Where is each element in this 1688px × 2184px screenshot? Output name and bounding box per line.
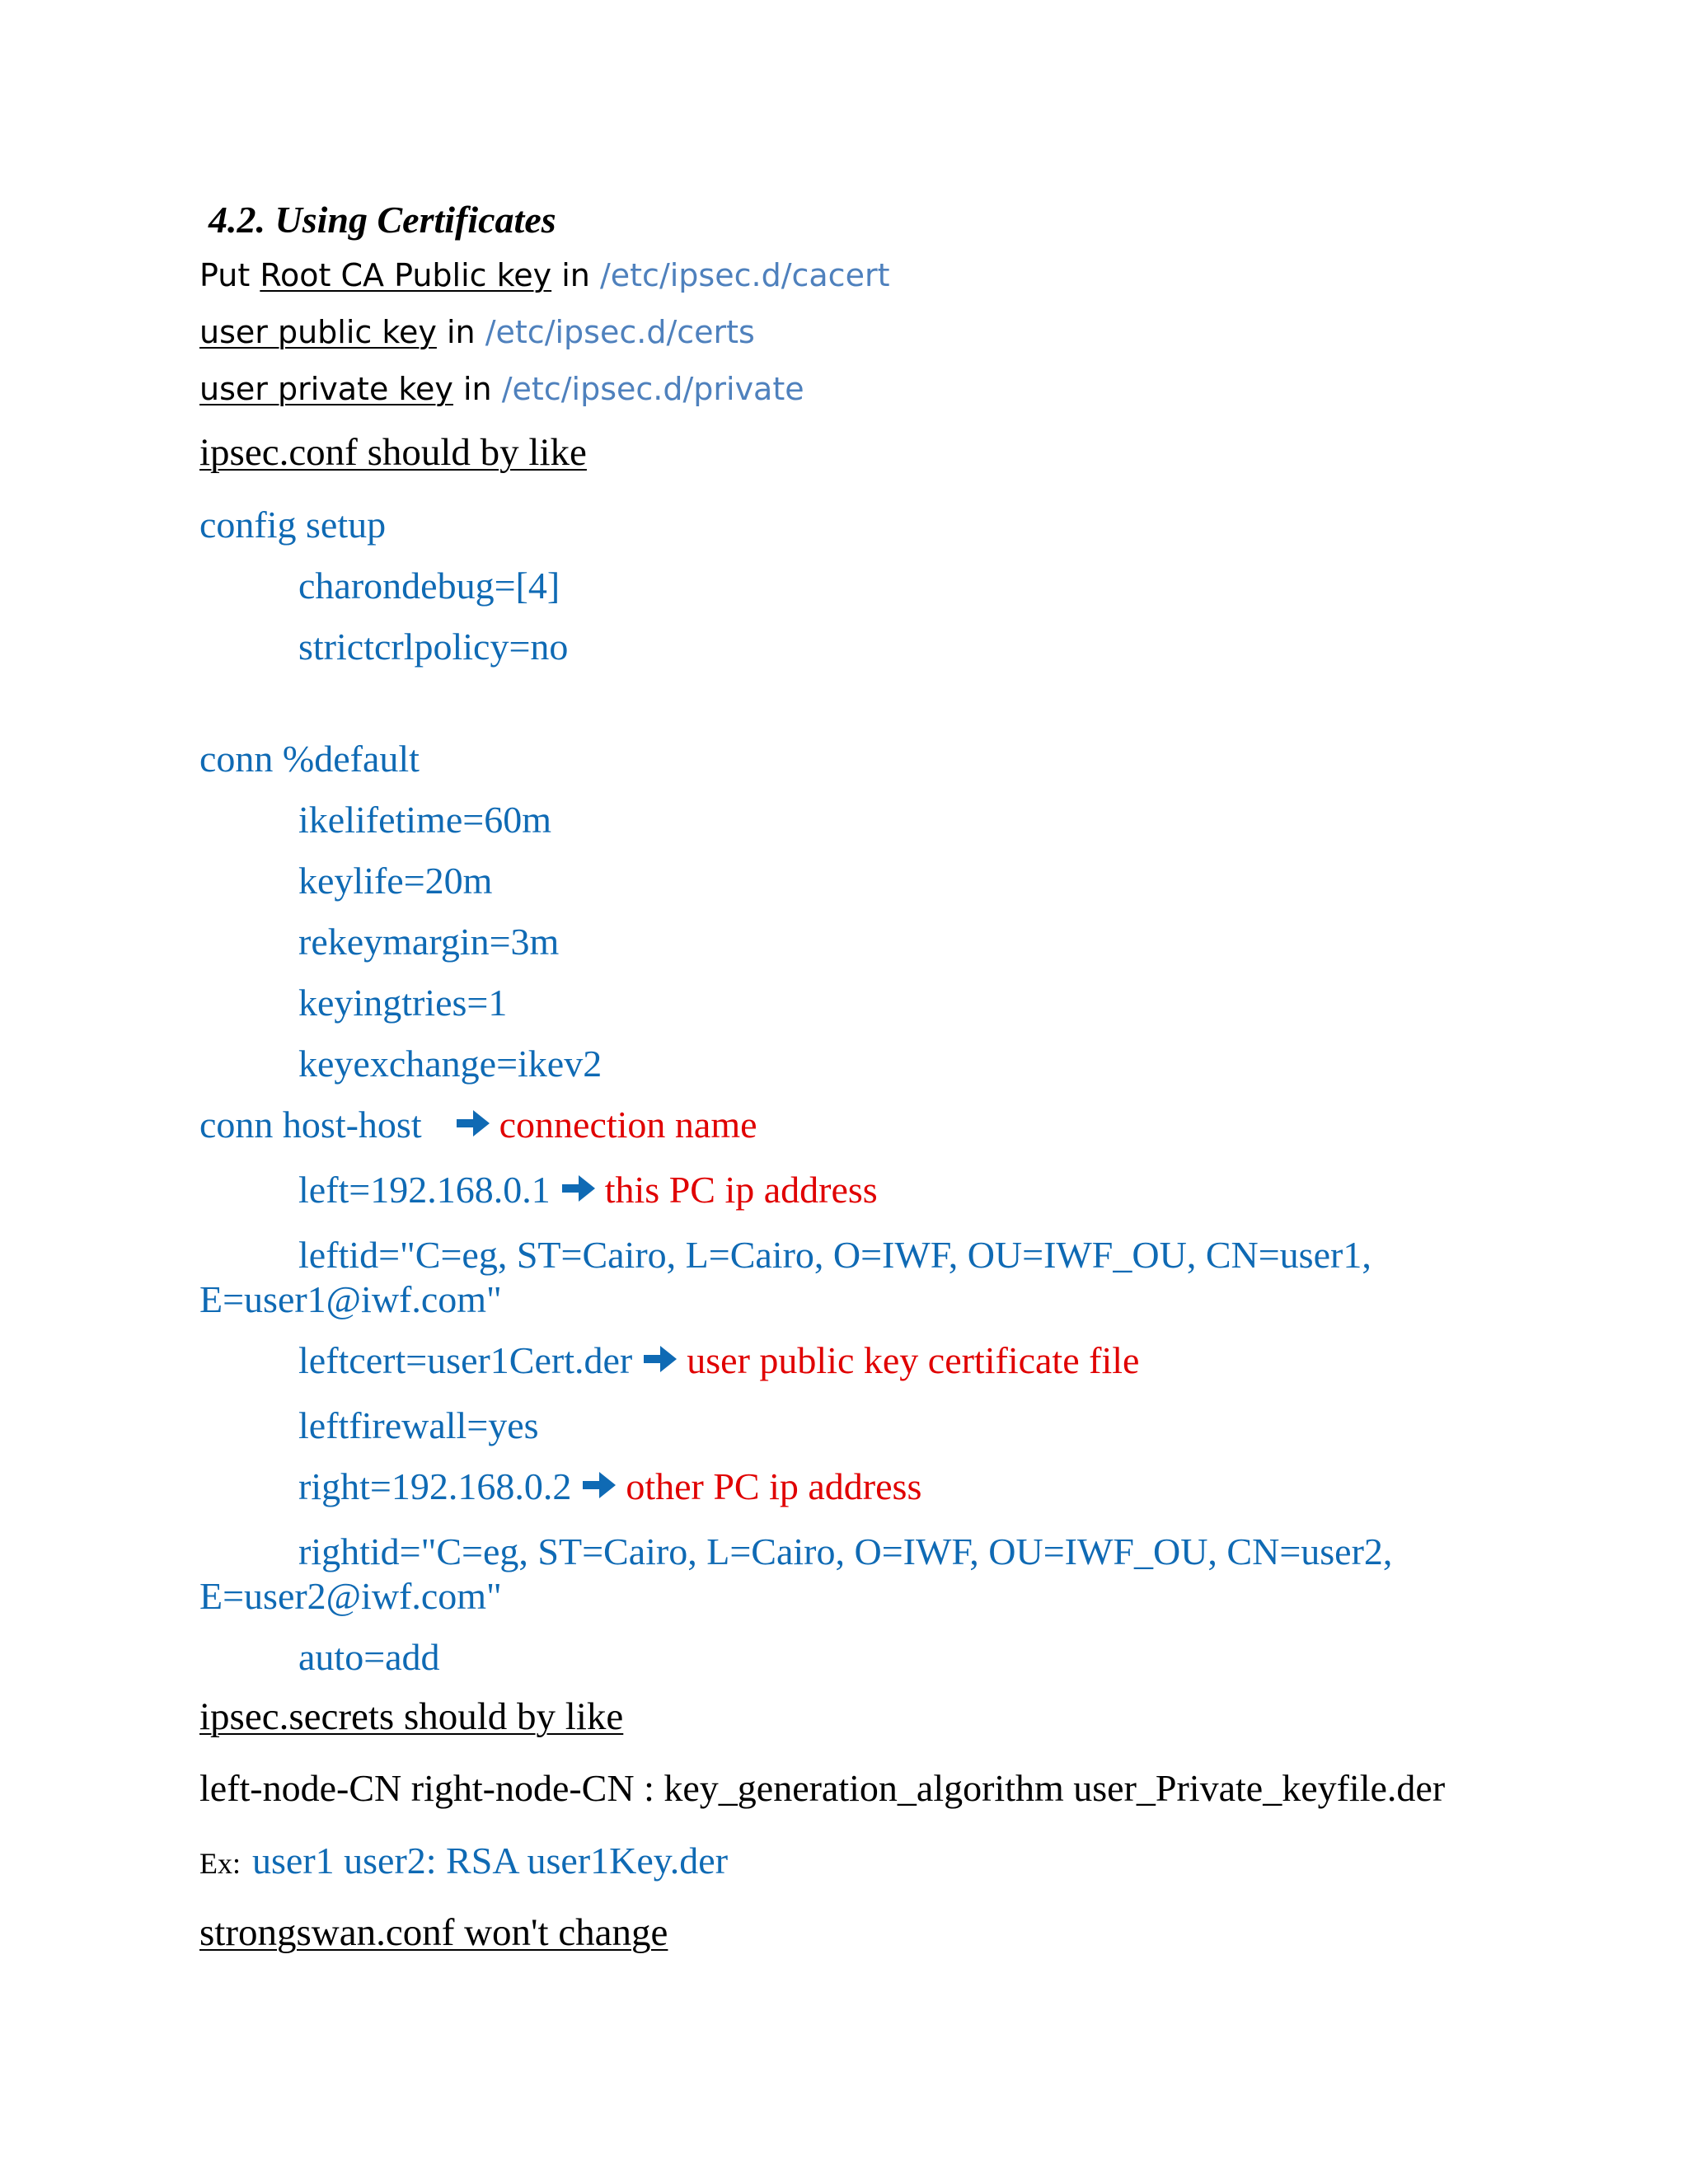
config-leftcert-line — [298, 1338, 1139, 1389]
path-mid: in — [551, 257, 600, 293]
config-rightid-continuation: E=user2@iwf.com" — [199, 1575, 502, 1617]
conn-default-line: conn %default — [199, 738, 420, 780]
secrets-format-line: left-node-CN right-node-CN : key_generation_algorithm user_Private_keyfile.der — [199, 1767, 1446, 1809]
path-value: /etc/ipsec.d/private — [501, 371, 804, 407]
config-left-line — [298, 1168, 878, 1218]
path-line-private — [199, 371, 804, 407]
config-charondebug-line: charondebug=[4] — [298, 565, 560, 607]
right-arrow-icon — [455, 1104, 491, 1148]
example-code: user1 user2: RSA user1Key.der — [252, 1840, 729, 1882]
leftcert-note: user public key certificate file — [687, 1339, 1140, 1381]
config-ikelifetime-line: ikelifetime=60m — [298, 799, 551, 841]
config-leftid-line: leftid="C=eg, ST=Cairo, L=Cairo, O=IWF, OU=IWF_OU, CN=user1, — [298, 1234, 1372, 1276]
path-mid: in — [436, 314, 485, 350]
path-line-cacert — [199, 257, 889, 293]
right-arrow-icon — [581, 1466, 617, 1510]
config-rightid-line: rightid="C=eg, ST=Cairo, L=Cairo, O=IWF, OU=IWF_OU, CN=user2, — [298, 1530, 1393, 1572]
left-value: left=192.168.0.1 — [298, 1169, 551, 1211]
config-keyexchange-line: keyexchange=ikev2 — [298, 1043, 603, 1085]
config-keyingtries-line: keyingtries=1 — [298, 982, 508, 1024]
config-right-line — [298, 1465, 921, 1515]
right-arrow-icon — [642, 1340, 678, 1384]
config-auto-line: auto=add — [298, 1636, 440, 1678]
path-value: /etc/ipsec.d/cacert — [599, 257, 890, 293]
ipsec-conf-heading: ipsec.conf should by like — [199, 431, 587, 474]
conn-host-text: conn host-host — [199, 1104, 422, 1146]
path-prefix: Put — [199, 257, 260, 293]
path-value: /etc/ipsec.d/certs — [485, 314, 755, 350]
config-setup-line: config setup — [199, 504, 387, 546]
path-line-certs — [199, 314, 755, 350]
config-strictcrlpolicy-line: strictcrlpolicy=no — [298, 626, 569, 668]
path-item: user public key — [199, 314, 437, 350]
config-leftid-continuation: E=user1@iwf.com" — [199, 1278, 502, 1320]
leftcert-value: leftcert=user1Cert.der — [298, 1339, 633, 1381]
conn-host-line — [199, 1103, 757, 1153]
ipsec-secrets-heading: ipsec.secrets should by like — [199, 1695, 624, 1738]
path-item: user private key — [199, 371, 453, 407]
right-value: right=192.168.0.2 — [298, 1465, 572, 1507]
connection-name-note: connection name — [499, 1104, 757, 1146]
path-mid: in — [452, 371, 502, 407]
example-line — [199, 1839, 728, 1882]
example-label: Ex: — [199, 1847, 241, 1880]
config-keylife-line: keylife=20m — [298, 860, 493, 902]
config-rekeymargin-line: rekeymargin=3m — [298, 921, 560, 963]
right-arrow-icon — [560, 1169, 597, 1213]
config-leftfirewall-line: leftfirewall=yes — [298, 1404, 539, 1446]
path-item: Root CA Public key — [260, 257, 552, 293]
strongswan-note: strongswan.conf won't change — [199, 1911, 668, 1954]
left-note: this PC ip address — [604, 1169, 878, 1211]
right-note: other PC ip address — [626, 1465, 922, 1507]
section-heading: 4.2. Using Certificates — [209, 199, 556, 241]
